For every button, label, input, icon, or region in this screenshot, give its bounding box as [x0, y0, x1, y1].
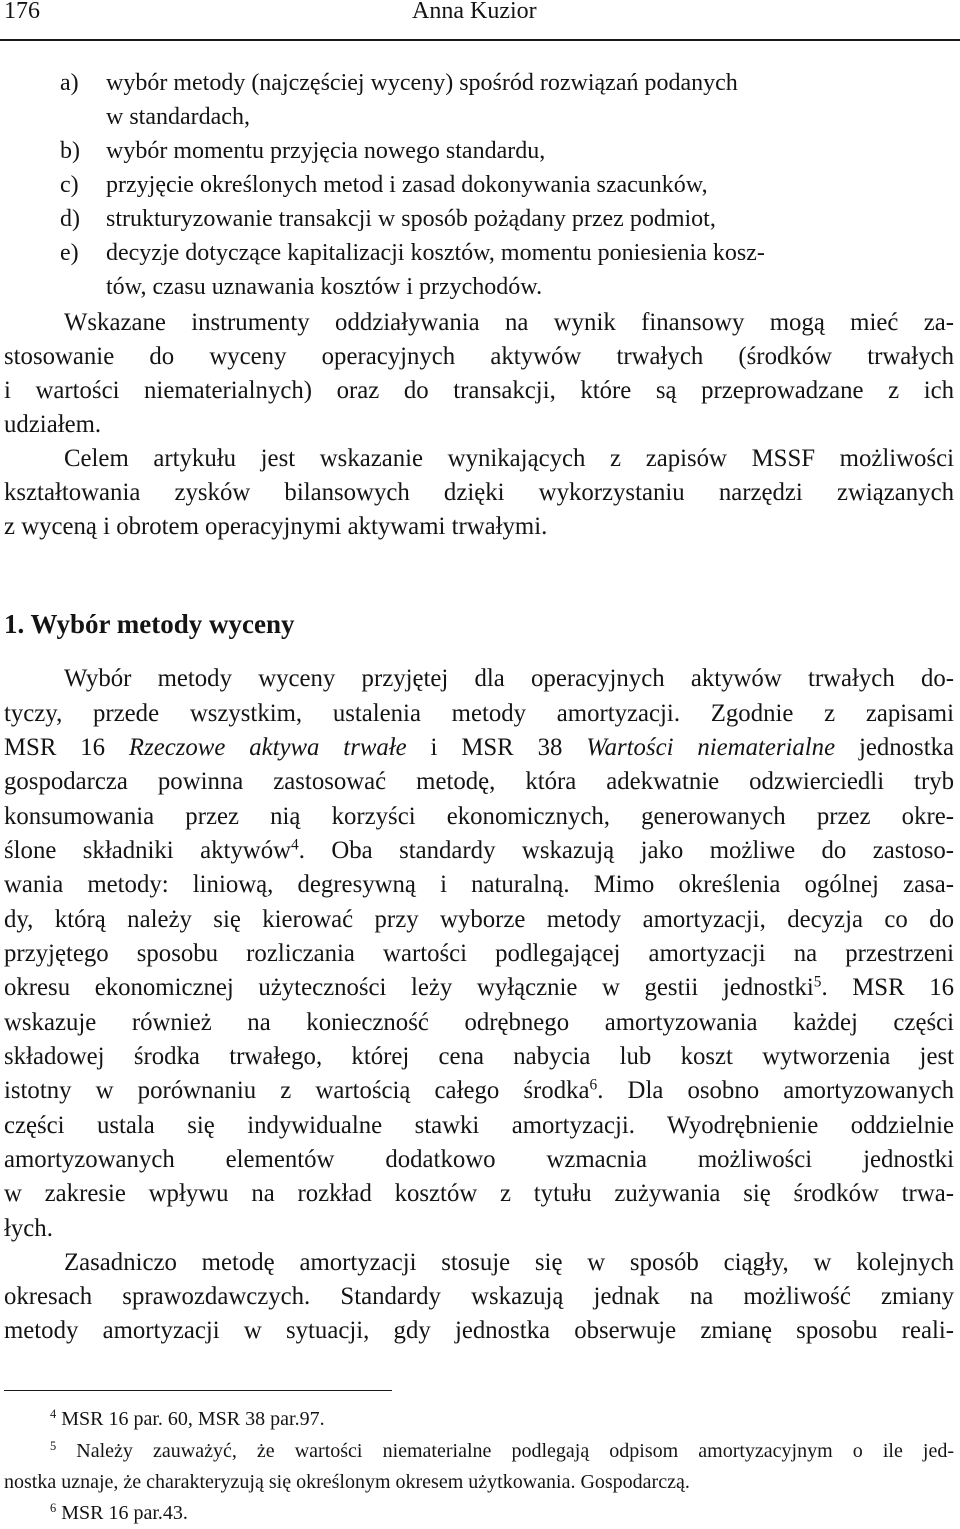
footnote-text: Należy zauważyć, że wartości niematerialne podlegają odpisom amortyzacyjnym o ile jed-	[56, 1440, 954, 1462]
list-item-e-cont: tów, czasu uznawania kosztów i przychodów.	[106, 274, 543, 300]
footnote-number: 5	[50, 1439, 57, 1454]
text-run: MSR 16	[4, 734, 129, 761]
standard-title-italic: Rzeczowe aktywa trwałe	[128, 734, 407, 761]
text-run: i MSR 38	[406, 734, 587, 761]
paragraph-2-line: z wyceną i obrotem operacyjnymi aktywami trwałymi.	[4, 513, 548, 540]
section-line: Wybór metody wyceny przyjętej dla operacyjnych aktywów trwałych do-	[64, 665, 954, 692]
list-item-text: wybór metody (najczęściej wyceny) spośród rozwiązań podanych	[106, 70, 738, 96]
running-author: Anna Kuzior	[412, 0, 537, 24]
section-line: tyczy, przede wszystkim, ustalenia metody amortyzacji. Zgodnie z zapisami	[4, 700, 954, 727]
list-item-d	[60, 202, 955, 236]
list-marker: e)	[60, 240, 79, 266]
section-line: składowej środka trwałego, której cena nabycia lub koszt wytworzenia jest	[4, 1043, 954, 1070]
text-run: . Dla osobno amortyzowanych	[597, 1077, 955, 1104]
text-run: istotny w porównaniu z wartością całego środka	[4, 1077, 590, 1104]
section-line	[4, 971, 954, 1005]
header-rule	[0, 39, 960, 41]
section-heading: 1. Wybór metody wyceny	[4, 609, 295, 639]
list-item-c	[60, 168, 955, 202]
section-line: konsumowania przez nią korzyści ekonomicznych, generowanych przez okre-	[4, 803, 954, 830]
paragraph-1-line: stosowanie do wyceny operacyjnych aktywów trwałych (środków trwałych	[4, 343, 954, 370]
list-item-text: strukturyzowanie transakcji w sposób pożądany przez podmiot,	[106, 206, 716, 232]
footnote-5	[50, 1435, 954, 1467]
section-line: łych.	[4, 1215, 53, 1242]
list-marker: b)	[60, 138, 80, 164]
paragraph-2-line: Celem artykułu jest wskazanie wynikających z zapisów MSSF możliwości	[64, 445, 954, 472]
footnote-text: MSR 16 par. 60, MSR 38 par.97.	[56, 1408, 325, 1430]
section-line: wskazuje również na konieczność odrębnego amortyzowania każdej części	[4, 1009, 954, 1036]
footnote-6	[50, 1497, 950, 1529]
list-marker: a)	[60, 70, 79, 96]
section-line	[4, 731, 954, 765]
section-line: wania metody: liniową, degresywną i naturalną. Mimo określenia ogólnej zasa-	[4, 871, 954, 898]
list-marker: d)	[60, 206, 80, 232]
footnote-ref-4: 4	[291, 836, 299, 854]
footnote-number: 6	[50, 1501, 57, 1516]
footnote-rule	[4, 1390, 392, 1391]
list-item-text: przyjęcie określonych metod i zasad dokonywania szacunków,	[106, 172, 708, 198]
text-run: jednostka	[835, 734, 954, 761]
list-item-a-cont: w standardach,	[106, 104, 250, 130]
list-marker: c)	[60, 172, 79, 198]
section-line: dy, którą należy się kierować przy wyborze metody amortyzacji, decyzja co do	[4, 906, 954, 933]
paragraph-1-line: Wskazane instrumenty oddziaływania na wynik finansowy mogą mieć za-	[64, 309, 954, 336]
standard-title-italic: Wartości niematerialne	[586, 734, 836, 761]
section-line: w zakresie wpływu na rozkład kosztów z tytułu zużywania się środków trwa-	[4, 1180, 954, 1207]
footnote-number: 4	[50, 1407, 57, 1422]
paragraph-2-line: kształtowania zysków bilansowych dzięki wykorzystaniu narzędzi związanych	[4, 479, 954, 506]
paragraph-1-line: udziałem.	[4, 411, 102, 438]
text-run: . Oba standardy wskazują jako możliwe do zastoso-	[298, 837, 954, 864]
footnote-5-cont: nostka uznaje, że charakteryzują się określonym okresem użytkowania. Gospodarczą.	[4, 1471, 690, 1493]
running-header	[0, 0, 960, 40]
page-number: 176	[4, 0, 40, 24]
footnote-ref-5: 5	[813, 973, 822, 991]
text-run: okresu ekonomicznej użyteczności leży wyłącznie w gestii jednostki	[4, 974, 814, 1001]
section-line	[4, 834, 954, 868]
text-run: ślone składniki aktywów	[4, 837, 292, 864]
list-item-text: wybór momentu przyjęcia nowego standardu,	[106, 138, 546, 164]
section-line	[4, 1074, 954, 1108]
list-item-a	[60, 66, 955, 100]
text-run: . MSR 16	[821, 974, 954, 1001]
footnote-4	[50, 1403, 950, 1435]
paragraph-1-line: i wartości niematerialnych) oraz do transakcji, które są przeprowadzane z ich	[4, 377, 954, 404]
footnote-ref-6: 6	[589, 1076, 598, 1094]
paragraph-4-line: okresach sprawozdawczych. Standardy wskazują jednak na możliwość zmiany	[4, 1283, 954, 1310]
section-line: amortyzowanych elementów dodatkowo wzmacnia możliwości jednostki	[4, 1146, 954, 1173]
list-item-b	[60, 134, 955, 168]
section-line: części ustala się indywidualne stawki amortyzacji. Wyodrębnienie oddzielnie	[4, 1112, 954, 1139]
section-line: gospodarcza powinna zastosować metodę, która adekwatnie odzwierciedli tryb	[4, 768, 954, 795]
section-line: przyjętego sposobu rozliczania wartości podlegającej amortyzacji na przestrzeni	[4, 940, 954, 967]
list-item-text: decyzje dotyczące kapitalizacji kosztów, momentu poniesienia kosz-	[106, 240, 765, 266]
list-item-e	[60, 236, 955, 270]
paragraph-4-line: Zasadniczo metodę amortyzacji stosuje się w sposób ciągły, w kolejnych	[64, 1249, 954, 1276]
paragraph-4-line: metody amortyzacji w sytuacji, gdy jednostka obserwuje zmianę sposobu reali-	[4, 1317, 954, 1344]
footnote-text: MSR 16 par.43.	[56, 1502, 188, 1524]
